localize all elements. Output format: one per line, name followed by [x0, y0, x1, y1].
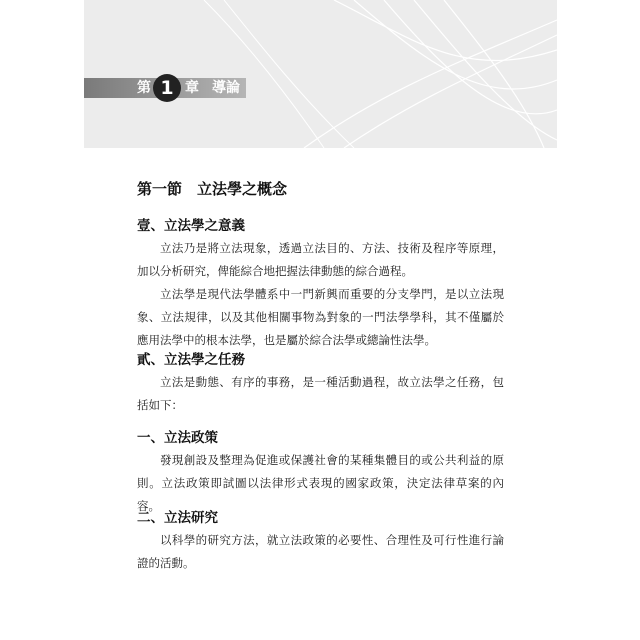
paragraph: 立法乃是將立法現象，透過立法目的、方法、技術及程序等原理，加以分析研究，俾能綜合地把握法律動態的綜合過程。	[137, 241, 504, 278]
paragraph: 立法是動態、有序的事務，是一種活動過程，故立法學之任務，包括如下：	[137, 375, 504, 412]
part-heading-3: 一、立法政策	[137, 430, 218, 446]
chapter-prefix: 第	[137, 80, 151, 96]
part-heading-4: 二、立法研究	[137, 510, 218, 526]
chapter-number-badge: 1	[153, 74, 181, 102]
part-heading-2: 貳、立法學之任務	[137, 352, 245, 368]
chapter-suffix: 章	[185, 80, 199, 96]
paragraph: 立法學是現代法學體系中一門新興而重要的分支學門，是以立法現象、立法規律，以及其他相關事物為對象的一門法學學科，其不僅屬於應用法學中的根本法學，也是屬於綜合法學或總論性法學。	[137, 287, 504, 347]
paragraph: 發現創設及整理為促進或保護社會的某種集體目的或公共利益的原則。立法政策即試圖以法律形式表現的國家政策，決定法律草案的內容。	[137, 453, 504, 513]
part-heading-1: 壹、立法學之意義	[137, 218, 245, 234]
section-title: 第一節 立法學之概念	[137, 180, 288, 198]
paragraph: 以科學的研究方法，就立法政策的必要性、合理性及可行性進行論證的活動。	[137, 533, 504, 570]
decorative-curves	[84, 0, 557, 148]
chapter-header-banner	[84, 0, 557, 148]
chapter-title: 導論	[212, 80, 240, 96]
